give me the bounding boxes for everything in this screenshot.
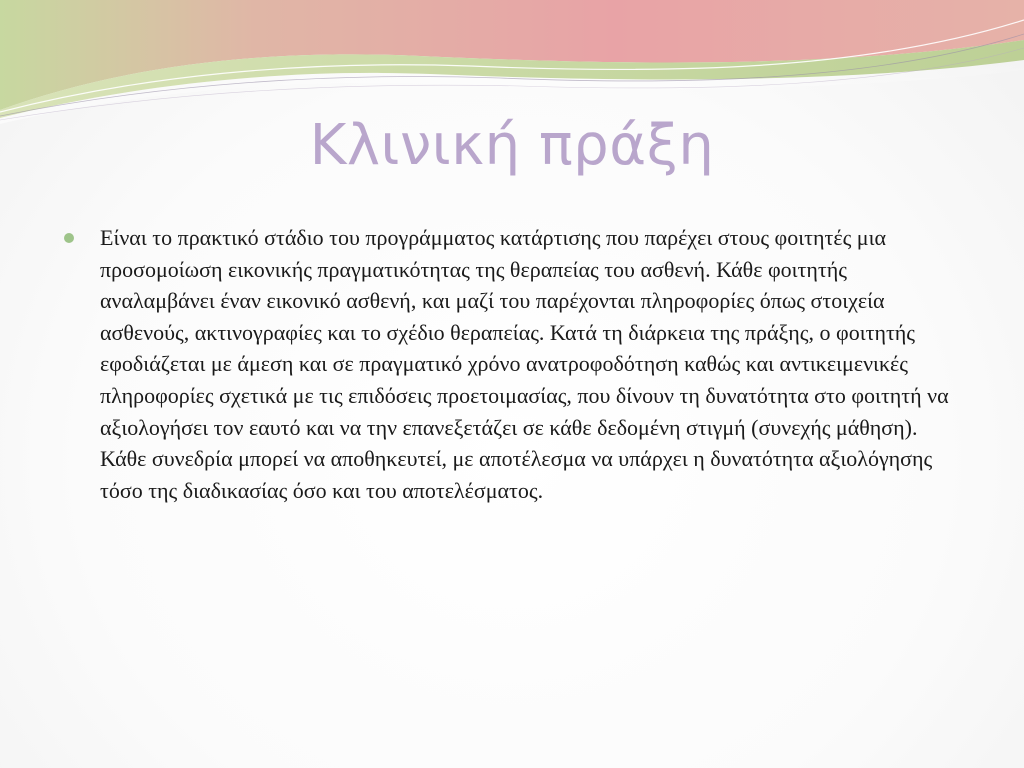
slide-title: Κλινική πράξη xyxy=(309,113,715,178)
bullet-text: Είναι το πρακτικό στάδιο του προγράμματος κατάρτισης που παρέχει στους φοιτητές μια προσομοίωση εικονικής πραγματικότητας της θεραπείας του ασθενή. Κάθε φοιτητής αναλαμβάνει έναν εικονικό ασθενή, και μαζί του παρέχονται πληροφορίες όπως στοιχεία ασθενούς, ακτινογραφίες και το σχέδιο θεραπείας. Κατά τη διάρκεια της πράξης, ο φοιτητής εφοδιάζεται με άμεση και σε πραγματικό χρόνο ανατροφοδότηση καθώς και αντικειμενικές πληροφορίες σχετικά με τις επιδόσεις προετοιμασίας, που δίνουν τη δυνατότητα στο φοιτητή να αξιολογήσει τον εαυτό και να την επανεξετάζει σε κάθε δεδομένη στιγμή (συνεχής μάθηση). Κάθε συνεδρία μπορεί να αποθηκευτεί, με αποτέλεσμα να υπάρχει η δυνατότητα αξιολόγησης τόσο της διαδικασίας όσο και του αποτελέσματος. xyxy=(100,225,949,503)
bullet-item xyxy=(64,222,964,506)
bullet-dot-icon xyxy=(64,233,74,243)
slide-body xyxy=(64,222,964,506)
